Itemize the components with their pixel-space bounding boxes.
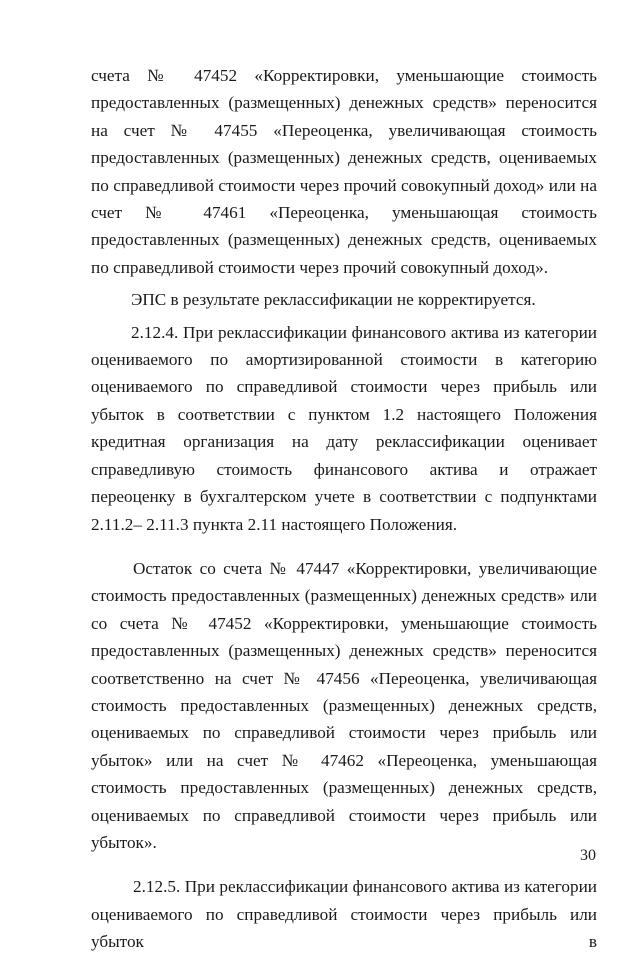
paragraph-account-47452-transfer: счета № 47452 «Корректировки, уменьшающие стоимость предоставленных (размещенных) денежных средств» переносится на счет № 47455 «Переоценка, увеличивающая стоимость предоставленных (размещенных) денежных средств, оцениваемых по справедливой стоимости через прочий совокупный доход» или на счет № 47461 «Переоценка, уменьшающая стоимость предоставленных (размещенных) денежных средств, оцениваемых по справедливой стоимости через прочий совокупный доход».	[91, 66, 597, 277]
paragraph-2-12-4: 2.12.4. При реклассификации финансового актива из категории оцениваемого по амортизированной стоимости в категорию оцениваемого по справедливой стоимости через прибыль или убыток в соответствии с пунктом 1.2 настоящего Положения кредитная организация на дату реклассификации оценивает справедливую стоимость финансового актива и отражает переоценку в бухгалтерском учете в соответствии с подпунктами 2.11.2– 2.11.3 пункта 2.11 настоящего Положения.	[91, 322, 597, 534]
paragraph-balance-transfer: Остаток со счета № 47447 «Корректировки, увеличивающие стоимость предоставленных (размещенных) денежных средств» или со счета № 47452 «Корректировки, уменьшающие стоимость предоставленных (размещенных) денежных средств» переносится соответственно на счет № 47456 «Переоценка, увеличивающая стоимость предоставленных (размещенных) денежных средств, оцениваемых по справедливой стоимости через прибыль или убыток» или на счет № 47462 «Переоценка, уменьшающая стоимость предоставленных (размещенных) денежных средств, оцениваемых по справедливой стоимости через прибыль или убыток».	[91, 558, 597, 852]
paragraph-2-12-5: 2.12.5. При реклассификации финансового актива из категории оцениваемого по справедливой стоимости через прибыль или убыток в	[91, 877, 597, 952]
document-body	[91, 62, 597, 956]
paragraph-eps-note: ЭПС в результате реклассификации не корректируется.	[131, 290, 536, 310]
page-number: 30	[580, 847, 596, 864]
